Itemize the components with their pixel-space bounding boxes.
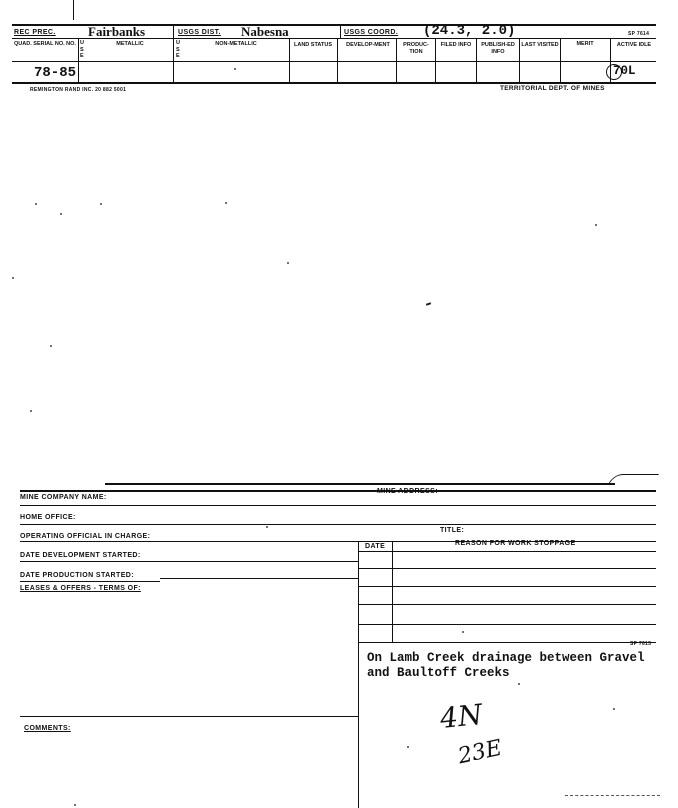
col-filed-info: FILED INFO (440, 42, 472, 48)
col-divider (476, 38, 477, 82)
col-divider (337, 38, 338, 82)
stoppage-row-rule (358, 624, 656, 625)
ink-speck (12, 277, 14, 279)
col-non-metallic: NON-METALLIC (215, 41, 257, 47)
comments-label: COMMENTS: (24, 725, 71, 732)
row-rule (20, 581, 160, 582)
date-production-label: DATE PRODUCTION STARTED: (20, 572, 134, 579)
status-value: 70L (613, 64, 636, 78)
ink-speck (50, 345, 52, 347)
mine-company-name-label: MINE COMPANY NAME: (20, 494, 107, 501)
ink-speck (60, 213, 62, 215)
row-rule (20, 505, 656, 506)
leases-label: LEASES & OFFERS - TERMS OF: (20, 585, 141, 592)
bottom-scan-mark (565, 795, 660, 798)
handwritten-range: 23E (455, 735, 505, 770)
stoppage-date-divider (392, 541, 393, 642)
usgs-dist-value: Nabesna (241, 24, 289, 39)
col-divider (519, 38, 520, 82)
lower-top-rule (105, 483, 615, 485)
ink-speck (266, 526, 268, 528)
lower-second-rule (20, 490, 656, 492)
ink-speck (462, 631, 464, 633)
comments-rule (20, 716, 358, 717)
stoppage-row-rule (358, 568, 656, 569)
header-divider (340, 24, 341, 38)
ink-speck (74, 804, 76, 806)
stoppage-reason-header: REASON FOR WORK STOPPAGE (455, 540, 576, 547)
stoppage-row-rule (358, 586, 656, 587)
ink-speck (613, 708, 615, 710)
col-production: PRODUC-TION (403, 42, 429, 55)
home-office-label: HOME OFFICE: (20, 514, 76, 521)
operating-official-label: OPERATING OFFICIAL IN CHARGE: (20, 533, 151, 540)
lower-form-number: SP 7615 (630, 641, 652, 647)
stoppage-date-header: DATE (365, 543, 386, 550)
col-development: DEVELOP-MENT (346, 42, 390, 48)
mine-address-label: MINE ADDRESS: (377, 488, 438, 495)
col-use-2: U S E (176, 40, 180, 59)
row-rule (160, 578, 358, 579)
quad-serial-value: 78-85 (34, 65, 77, 81)
col-quad-serial: QUAD. SERIAL NO. NO. (14, 41, 76, 47)
form-number: SP 7614 (628, 31, 650, 37)
col-metallic: METALLIC (116, 41, 144, 47)
col-last-visited: LAST VISITED (521, 42, 559, 48)
handwritten-township: 4N (438, 697, 484, 736)
usgs-coord-value: (24.3, 2.0) (423, 23, 516, 39)
stoppage-row-rule (358, 551, 656, 552)
ink-speck (225, 202, 227, 204)
stoppage-row-rule (358, 642, 656, 643)
col-land-status: LAND STATUS (294, 42, 332, 48)
col-divider (435, 38, 436, 82)
ink-speck (287, 262, 289, 264)
col-published-info: PUBLISH-ED INFO (481, 42, 515, 55)
header-divider (173, 24, 174, 38)
stoppage-row-rule (358, 604, 656, 605)
col-divider (396, 38, 397, 82)
ink-speck (407, 746, 409, 748)
record-bottom-rule (12, 82, 656, 84)
date-development-label: DATE DEVELOPMENT STARTED: (20, 552, 141, 559)
ink-speck (30, 410, 32, 412)
ink-speck (100, 203, 102, 205)
ink-speck (234, 68, 236, 70)
col-divider (289, 38, 290, 82)
rec-prec-label: REC PREC. (14, 29, 56, 36)
col-divider (560, 38, 561, 82)
usgs-dist-label: USGS DIST. (178, 29, 221, 36)
col-divider (173, 38, 174, 82)
typed-location-note: On Lamb Creek drainage between Gravel and Baultoff Creeks (367, 651, 645, 680)
department-name: TERRITORIAL DEPT. OF MINES (500, 85, 605, 92)
col-merit: MERIT (576, 41, 594, 47)
punch-mark (73, 0, 74, 20)
card-curl (608, 474, 659, 485)
lower-center-divider (358, 541, 359, 808)
title-label: TITLE: (440, 527, 465, 534)
rec-prec-value: Fairbanks (88, 24, 146, 39)
ink-speck (426, 302, 431, 306)
row-rule (20, 524, 656, 525)
ink-speck (518, 683, 520, 685)
col-active-idle: ACTIVE IDLE (616, 42, 652, 48)
ink-speck (595, 224, 597, 226)
col-divider (78, 38, 79, 82)
header-bottom-rule (12, 61, 656, 62)
col-use-1: U S E (80, 40, 84, 59)
row-rule (20, 561, 358, 562)
printer-imprint: REMINGTON RAND INC. 20 882 5001 (30, 87, 127, 93)
usgs-coord-label: USGS COORD. (344, 29, 399, 36)
ink-speck (35, 203, 37, 205)
